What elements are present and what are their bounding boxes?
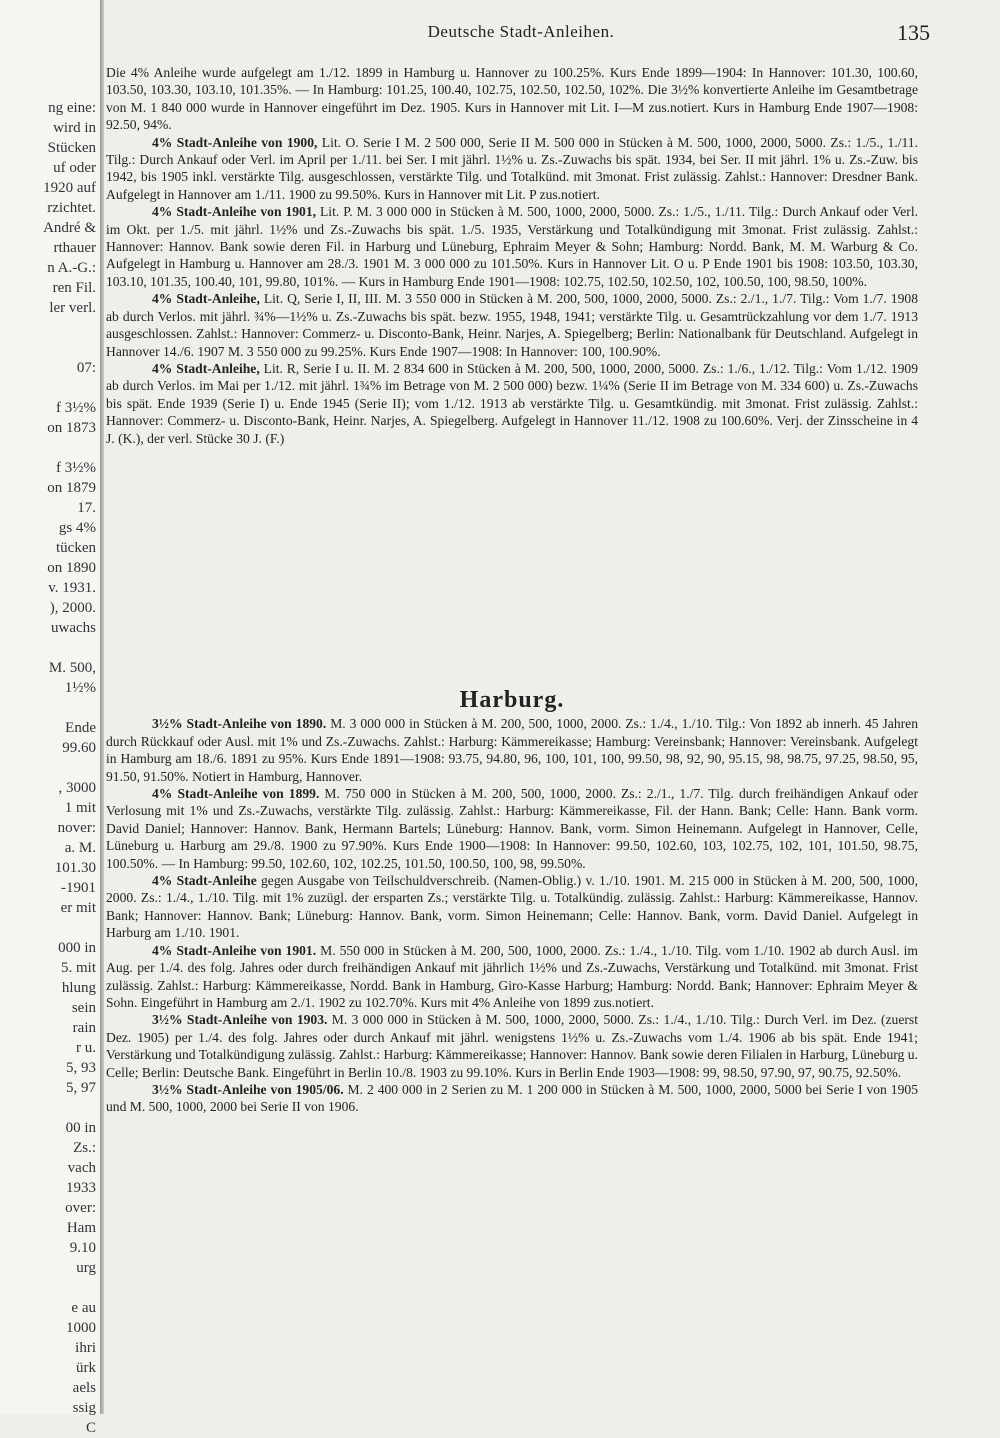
- section-hannover: [106, 64, 918, 447]
- gutter-line: 1933: [66, 1180, 96, 1196]
- gutter-line: 5, 93: [66, 1060, 96, 1076]
- gutter-line: sein: [71, 1000, 96, 1016]
- gutter-line: ng eine:: [48, 100, 96, 116]
- hannover-loan-list: [106, 134, 918, 447]
- hannover-intro-paragraph: Die 4% Anleihe wurde aufgelegt am 1./12. 1899 in Hamburg u. Hannover zu 100.25%. Kurs Ende 1899—1904: In Hannover: 101.30, 100.60, 103.50, 103.30, 103.10, 101.35%. — In Hamburg: 101.25, 100.40, 102.75, 102.50, 102.50, 102%. Die 3½% konvertierte Anleihe im Gesamtbetrage von M. 1 840 000 wurde in Hannover eingeführt im Dez. 1905. Kurs in Hannover mit Lit. I—M zus.notiert. Kurs in Hamburg Ende 1907—1908: 92.50, 94%.: [106, 65, 918, 133]
- gutter-line: M. 500,: [48, 660, 96, 676]
- loan-text: M. 3 000 000 in Stücken à M. 200, 500, 1000, 2000. Zs.: 1./4., 1./10. Tilg.: Von 1892 ab innerh. 45 Jahren durch Rückkauf oder Ausl. mit 1% und Zs.-Zuwachs. Zahlst.: Harburg: Kämmereikasse; Hamburg: Vereinsbank; Hannover: Vereinsbank. Aufgelegt in Hamburg am 18./6. 1891 zu 95%. Kurs Ende 1891—1908: 93.75, 94.80, 96, 100, 101, 100, 99.50, 98, 92, 90, 95.15, 98, 98.75, 97.25, 98.50, 95, 91.50, 91.50%. Notiert in Hamburg, Hannover.: [106, 716, 918, 784]
- loan-heading: 4% Stadt-Anleihe von 1899.: [152, 786, 320, 802]
- gutter-line: er mit: [60, 900, 96, 916]
- gutter-line: Ende: [65, 720, 96, 736]
- gutter-line: aels: [72, 1380, 96, 1396]
- loan-entry: [106, 942, 918, 1012]
- gutter-line: 00 in: [65, 1120, 96, 1136]
- loan-entry: [106, 1081, 918, 1116]
- gutter-line: 1920 auf: [43, 180, 96, 196]
- gutter-line: wird in: [53, 120, 96, 136]
- gutter-line: Stücken: [47, 140, 96, 156]
- gutter-line: rain: [72, 1020, 96, 1036]
- loan-text: M. 3 000 000 in Stücken à M. 500, 1000, 2000, 5000. Zs.: 1./4., 1./10. Tilg.: Durch Verl. im Dez. (zuerst Dez. 1905) per 1./4. des folg. Jahres oder durch Ankauf mit jährl. wenigstens 1½% u. Zs.-Zuwachs vom 1./4. 1906 ab bis spät. Ende 1941; Verstärkung und Totalkündigung zulässig. Zahlst.: Harburg: Kämmereikasse; Hannover: Hannov. Bank sowie deren Filialen in Harburg, Lüneburg u. Celle; Berlin: Deutsche Bank. Eingeführt in Berlin 10./8. 1903 zu 99.10%. Kurs in Berlin Ende 1903—1908: 99, 98.50, 97.90, 97, 90.75, 92.50%.: [106, 1012, 918, 1080]
- gutter-line: e au: [71, 1300, 96, 1316]
- gutter-line: ), 2000.: [49, 600, 96, 616]
- gutter-line: over:: [65, 1200, 96, 1216]
- gutter-line: rzichtet.: [47, 200, 96, 216]
- gutter-line: f 3½%: [56, 400, 96, 416]
- gutter-line: 5. mit: [60, 960, 96, 976]
- loan-heading: 4% Stadt-Anleihe von 1900,: [152, 134, 318, 150]
- left-page-gutter: [0, 0, 100, 1436]
- loan-heading: 4% Stadt-Anleihe,: [152, 291, 260, 307]
- loan-entry: [106, 1011, 918, 1081]
- gutter-line: ren Fil.: [52, 280, 96, 296]
- loan-text: Lit. P. M. 3 000 000 in Stücken à M. 500, 1000, 2000, 5000. Zs.: 1./5., 1./11. Tilg.: Durch Ankauf oder Verl. im Okt. per 1./5. mit jährl. 1½% und Zs.-Zuwachs bis spät. 1./5. 1935, Verstärkung und Totalkündigung mit 3monat. Frist zulässig. Zahlst.: Hannover: Hannov. Bank sowie deren Fil. in Harburg und Lüneburg, Ephraim Meyer & Sohn; Hamburg: Nordd. Bank, M. M. Warburg & Co. Aufgelegt in Hamburg u. Hannover am 28./3. 1901 M. 3 000 000 zu 101.50%. Kurs in Hannover Lit. O u. P Ende 1901 bis 1908: 103.50, 103.30, 103.10, 101.35, 100.40, 101, 99.80, 101%. — Kurs in Hamburg Ende 1901—1908: 102.75, 102.50, 102.50, 102, 100.50, 100, 98.50, 100%.: [106, 204, 919, 289]
- gutter-line: on 1890: [47, 560, 96, 576]
- loan-heading: 4% Stadt-Anleihe,: [152, 360, 260, 376]
- gutter-line: v. 1931.: [48, 580, 96, 596]
- gutter-line: gs 4%: [58, 520, 96, 536]
- loan-text: M. 750 000 in Stücken à M. 200, 500, 1000, 2000. Zs.: 2./1., 1./7. Tilg. durch freihändigen Ankauf oder Verlosung mit 1% und Zs.-Zuwachs, verstärkte Tilg. zulässig. Zahlst.: Harburg: Kämmereikasse, Fil. der Hann. Bank; Celle: Hann. Bank vorm. David Daniel; Hannover: Hannov. Bank, Hermann Bartels; Lüneburg: Hannov. Bank, vorm. Simon Heinemann. Aufgelegt in Hannover, Celle, Lüneburg u. Harburg am 29./8. 1900 zu 97.90%. Kurs Ende 1900—1908: In Hannover: 99.50, 102.60, 103, 102.75, 102, 101, 101.50, 98.75, 100.50%. — In Hamburg: 99.50, 102.60, 102, 102.25, 101.50, 100.50, 100, 98, 99.50%.: [106, 786, 918, 871]
- gutter-line: 1000: [66, 1320, 96, 1336]
- gutter-line: André &: [43, 220, 96, 236]
- page-fold: [100, 0, 104, 1414]
- gutter-line: n A.-G.:: [47, 260, 96, 276]
- gutter-line: on 1879: [47, 480, 96, 496]
- gutter-line: rthauer: [53, 240, 96, 256]
- gutter-line: tücken: [56, 540, 96, 556]
- loan-entry: [106, 360, 918, 447]
- city-heading-harburg: Harburg.: [459, 687, 565, 713]
- loan-entry: [106, 785, 918, 872]
- page-number: 135: [897, 20, 930, 45]
- loan-text: Lit. Q, Serie I, II, III. M. 3 550 000 in Stücken à M. 200, 500, 1000, 2000, 5000. Zs.: 2./1., 1./7. Tilg.: Vom 1./7. 1908 ab durch Verlos. mit jährl. ¾%—1½% u. Zs.-Zuwachs bis spät. bezw. 1955, 1948, 1941; verstärkte Tilg. u. Gesamtrückzahlung vor dem 1./7. 1913 ausgeschlossen. Zahlst.: Hannover: Commerz- u. Disconto-Bank, Heinr. Narjes, A. Spiegelberg; Berlin: Nationalbank für Deutschland. Aufgelegt in Hannover 14./6. 1907 M. 3 550 000 zu 99.25%. Kurs Ende 1907—1908: In Hannover: 100, 100.90%.: [106, 291, 918, 359]
- loan-entry: [106, 872, 918, 942]
- gutter-line: Ham: [66, 1220, 96, 1236]
- loan-text: M. 2 400 000 in 2 Serien zu M. 1 200 000 in Stücken à M. 500, 1000, 2000, 5000 bei Serie I von 1905 und M. 500, 1000, 2000 bei Serie II von 1906.: [106, 1081, 918, 1115]
- gutter-line: C: [85, 1420, 96, 1436]
- gutter-line: ürk: [76, 1360, 96, 1376]
- gutter-line: 101.30: [54, 860, 96, 876]
- loan-entry: [106, 715, 918, 785]
- gutter-line: f 3½%: [56, 460, 96, 476]
- harburg-loan-list: [106, 715, 918, 1115]
- gutter-line: vach: [67, 1160, 96, 1176]
- gutter-line: on 1873: [47, 420, 96, 436]
- gutter-line: 9.10: [69, 1240, 96, 1256]
- loan-entry: [106, 290, 918, 360]
- gutter-line: ler verl.: [49, 300, 96, 316]
- loan-entry: [106, 134, 918, 204]
- gutter-line: r u.: [76, 1040, 96, 1056]
- loan-heading: 3½% Stadt-Anleihe von 1905/06.: [152, 1081, 344, 1097]
- loan-heading: 4% Stadt-Anleihe von 1901,: [152, 204, 317, 220]
- gutter-line: , 3000: [58, 780, 96, 796]
- section-harburg: [106, 687, 919, 1116]
- gutter-line: 1 mit: [64, 800, 96, 816]
- gutter-line: 1½%: [64, 680, 96, 696]
- gutter-line: uf oder: [53, 160, 96, 176]
- gutter-line: 5, 97: [66, 1080, 96, 1096]
- gutter-line: 99.60: [62, 740, 96, 756]
- gutter-line: ssig: [72, 1400, 96, 1416]
- loan-heading: 3½% Stadt-Anleihe von 1890.: [152, 716, 327, 732]
- page-header: [112, 20, 930, 50]
- loan-text: Lit. O. Serie I M. 2 500 000, Serie II M. 500 000 in Stücken à M. 500, 1000, 2000, 5000. Zs.: 1./5., 1./11. Tilg.: Durch Ankauf oder Verl. im April per 1./11. bei Ser. I mit jährl. 1½% u. Zs.-Zuwachs bis spät. 1934, bei Ser. II mit jährl. 1% u. Zs.-Zuw. bis 1942, bis 1905 inkl. verstärkte Tilg. ausgeschlossen, verstärkte Tilg. und Totalkünd. mit 3monat. Frist zulässig. Zahlst.: Hannover: Dresdner Bank. Aufgelegt in Hannover am 1./11. 1900 zu 99.50%. Kurs in Hannover mit Lit. P zus.notiert.: [106, 134, 918, 202]
- loan-text: gegen Ausgabe von Teilschuldverschreib. (Namen-Oblig.) v. 1./10. 1901. M. 215 000 in Stücken à M. 200, 500, 1000, 2000. Zs.: 1./4., 1./10. Tilg. mit 1% zuzügl. der ersparten Zs.; verstärkte Tilg. u. Totalkündig. zulässig. Zahlst.: Harburg: Kämmereikasse, Hannov. Bank; Hannover: Hannov. Bank; Lüneburg: Hannov. Bank, vorm. Simon Heinemann; Celle: Hannov. Bank, vorm. David Daniel. Aufgelegt in Harburg am 1./10. 1901.: [106, 873, 918, 941]
- loan-entry: [106, 203, 918, 290]
- gutter-line: 000 in: [58, 940, 96, 956]
- loan-heading: 4% Stadt-Anleihe von 1901.: [152, 942, 317, 958]
- gutter-line: hlung: [61, 980, 96, 996]
- loan-heading: 4% Stadt-Anleihe: [152, 873, 257, 889]
- gutter-line: Zs.:: [73, 1140, 96, 1156]
- gutter-line: -1901: [61, 880, 96, 896]
- running-title: Deutsche Stadt-Anleihen.: [427, 22, 615, 41]
- gutter-line: 07:: [76, 360, 96, 376]
- gutter-line: urg: [76, 1260, 96, 1276]
- loan-text: M. 550 000 in Stücken à M. 200, 500, 1000, 2000. Zs.: 1./4., 1./10. Tilg. vom 1./10. 1902 ab durch Ausl. im Aug. per 1./4. des folg. Jahres oder durch freihändigen Ankauf mit jährlich 1½% und Zs.-Zuwachs, Verstärkung und Totalkünd. mit 3monat. Frist zulässig. Zahlst.: Harburg: Kämmereikasse, Nordd. Bank in Hamburg, Giro-Kasse Harburg; Hamburg: Nordd. Bank; Hannover: Ephraim Meyer & Sohn. Eingeführt in Hamburg am 2./1. 1902 zu 102.70%. Kurs mit 4% Anleihe von 1899 zus.notiert.: [106, 942, 919, 1010]
- gutter-line: ihri: [75, 1340, 96, 1356]
- loan-heading: 3½% Stadt-Anleihe von 1903.: [152, 1012, 328, 1028]
- gutter-line: a. M.: [64, 840, 96, 856]
- gutter-line: uwachs: [51, 620, 96, 636]
- loan-text: Lit. R, Serie I u. II. M. 2 834 600 in Stücken à M. 200, 500, 1000, 2000, 5000. Zs.: 1./6., 1./12. Tilg.: Vom 1./12. 1909 ab durch Verlos. im Mai per 1./12. mit jährl. 1¾% im Betrage von M. 2 500 000) bezw. 1¼% (Serie II im Betrage von M. 334 600) u. Zs.-Zuwachs bis spät. Ende 1939 (Serie I) u. Ende 1945 (Serie II); vom 1./12. 1913 ab verstärkte Tilg. u. Gesamtkündig. mit 3monat. Frist zulässig. Zahlst.: Hannover: Commerz- u. Disconto-Bank, Heinr. Narjes, A. Spiegelberg. Aufgelegt in Hannover 11./12. 1908 zu 100.60%. Verj. der Zinsscheine in 4 J. (K.), der verl. Stücke 30 J. (F.): [106, 360, 918, 446]
- gutter-line: nover:: [57, 820, 96, 836]
- gutter-line: 17.: [77, 500, 96, 516]
